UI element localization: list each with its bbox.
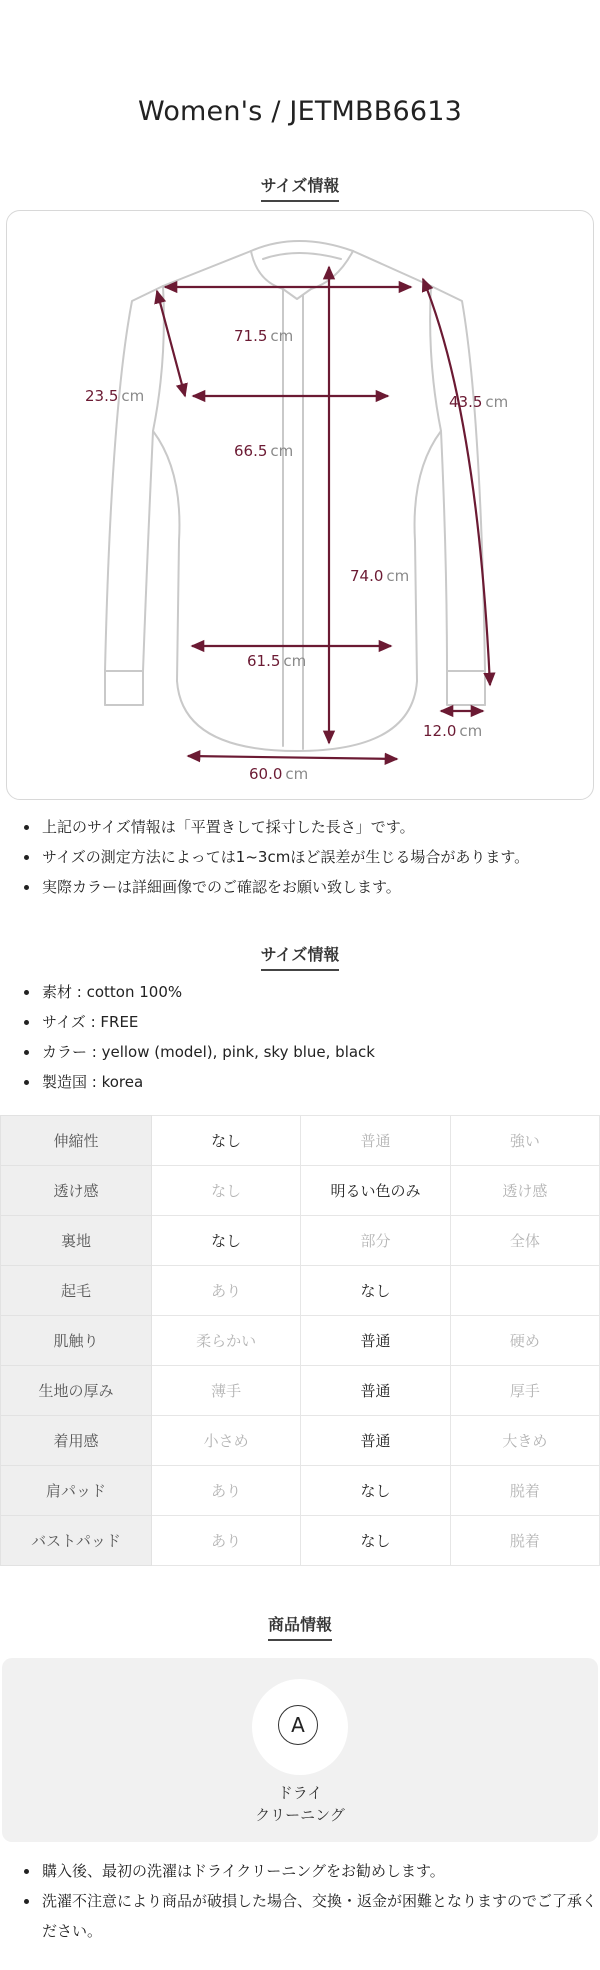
- unit-label: cm: [386, 567, 410, 585]
- attribute-option: 脱着: [450, 1466, 599, 1516]
- list-item: • 上記のサイズ情報は「平置きして採寸した長さ」です。: [40, 812, 600, 842]
- attribute-label: 肩パッド: [1, 1466, 152, 1516]
- unit-label: cm: [285, 765, 309, 783]
- attribute-option: あり: [152, 1466, 301, 1516]
- length-measure: [350, 567, 409, 585]
- bottom-measure: [249, 765, 308, 783]
- product-info-heading: [0, 1612, 600, 1641]
- chest-measure: [234, 327, 293, 345]
- attribute-option: なし: [152, 1166, 301, 1216]
- size-notes: [20, 812, 600, 902]
- page-title: Women's / JETMBB6613: [138, 96, 462, 127]
- table-row: [1, 1216, 600, 1266]
- care-label-line1: ドライ: [277, 1784, 323, 1802]
- list-item: • 洗濯不注意により商品が破損した場合、交換・返金が困難となりますのでご了承ください。: [40, 1886, 600, 1946]
- attribute-option: 透け感: [450, 1166, 599, 1216]
- attribute-option: 薄手: [152, 1366, 301, 1416]
- table-row: [1, 1416, 600, 1466]
- waist-measure: [234, 442, 293, 460]
- spec-heading: [0, 942, 600, 971]
- unit-label: cm: [121, 387, 145, 405]
- size-info-heading: [0, 173, 600, 202]
- shirt-outline: [105, 241, 485, 751]
- care-label-line2: クリーニング: [255, 1806, 345, 1824]
- attribute-option: 普通: [301, 1316, 450, 1366]
- attribute-label: 伸縮性: [1, 1116, 152, 1166]
- attribute-option: 全体: [450, 1216, 599, 1266]
- attribute-label: 着用感: [1, 1416, 152, 1466]
- fabric-attributes-table: [0, 1115, 600, 1566]
- sleeve-measure: [449, 393, 508, 411]
- attribute-option: 大きめ: [450, 1416, 599, 1466]
- care-label: [2, 1782, 598, 1826]
- table-row: [1, 1516, 600, 1566]
- dry-clean-icon: A: [278, 1705, 318, 1745]
- product-info-heading-text: 商品情報: [268, 1612, 332, 1641]
- attribute-option: 強い: [450, 1116, 599, 1166]
- attribute-option: 普通: [301, 1116, 450, 1166]
- attribute-option: 厚手: [450, 1366, 599, 1416]
- list-item: • 購入後、最初の洗濯はドライクリーニングをお勧めします。: [40, 1856, 600, 1886]
- length-value: 74.0: [350, 567, 384, 585]
- list-item: • カラー : yellow (model), pink, sky blue, black: [40, 1037, 600, 1067]
- attribute-label: 起毛: [1, 1266, 152, 1316]
- shoulder-value: 23.5: [85, 387, 119, 405]
- table-row: [1, 1366, 600, 1416]
- unit-label: cm: [270, 327, 294, 345]
- hem-measure: [247, 652, 306, 670]
- spec-heading-text: サイズ情報: [261, 942, 340, 971]
- attribute-label: 裏地: [1, 1216, 152, 1266]
- attribute-option: 脱着: [450, 1516, 599, 1566]
- shoulder-measure: [85, 387, 144, 405]
- measure-lines: [157, 267, 490, 759]
- attribute-option: 明るい色のみ: [301, 1166, 450, 1216]
- list-item: • 素材 : cotton 100%: [40, 977, 600, 1007]
- attribute-option: 普通: [301, 1366, 450, 1416]
- attribute-option: 柔らかい: [152, 1316, 301, 1366]
- product-notes: [20, 1856, 600, 1946]
- spec-list: [20, 977, 600, 1097]
- unit-label: cm: [485, 393, 509, 411]
- table-row: [1, 1266, 600, 1316]
- care-panel: [2, 1658, 598, 1842]
- unit-label: cm: [270, 442, 294, 460]
- attribute-option: 普通: [301, 1416, 450, 1466]
- attribute-option: 部分: [301, 1216, 450, 1266]
- chest-value: 71.5: [234, 327, 268, 345]
- attribute-option: なし: [152, 1216, 301, 1266]
- attribute-option: なし: [301, 1266, 450, 1316]
- list-item: • サイズの測定方法によっては1~3cmほど誤差が生じる場合があります。: [40, 842, 600, 872]
- attribute-label: 透け感: [1, 1166, 152, 1216]
- attribute-option: なし: [301, 1466, 450, 1516]
- waist-value: 66.5: [234, 442, 268, 460]
- unit-label: cm: [283, 652, 307, 670]
- table-row: [1, 1166, 600, 1216]
- bottom-value: 60.0: [249, 765, 283, 783]
- attribute-label: バストパッド: [1, 1516, 152, 1566]
- size-diagram: [6, 210, 594, 800]
- table-row: [1, 1316, 600, 1366]
- shirt-diagram: [7, 211, 593, 799]
- attribute-option: [450, 1266, 599, 1316]
- table-row: [1, 1466, 600, 1516]
- attribute-label: 生地の厚み: [1, 1366, 152, 1416]
- attribute-option: あり: [152, 1266, 301, 1316]
- attribute-label: 肌触り: [1, 1316, 152, 1366]
- care-icon-circle: [252, 1679, 348, 1775]
- unit-label: cm: [459, 722, 483, 740]
- cuff-measure: [423, 722, 482, 740]
- attribute-option: あり: [152, 1516, 301, 1566]
- table-row: [1, 1116, 600, 1166]
- hem-value: 61.5: [247, 652, 281, 670]
- list-item: • 実際カラーは詳細画像でのご確認をお願い致します。: [40, 872, 600, 902]
- sleeve-value: 43.5: [449, 393, 483, 411]
- list-item: • サイズ : FREE: [40, 1007, 600, 1037]
- cuff-value: 12.0: [423, 722, 457, 740]
- size-info-heading-text: サイズ情報: [261, 173, 340, 202]
- attribute-option: 硬め: [450, 1316, 599, 1366]
- attribute-option: 小さめ: [152, 1416, 301, 1466]
- list-item: • 製造国 : korea: [40, 1067, 600, 1097]
- attribute-option: なし: [152, 1116, 301, 1166]
- attribute-option: なし: [301, 1516, 450, 1566]
